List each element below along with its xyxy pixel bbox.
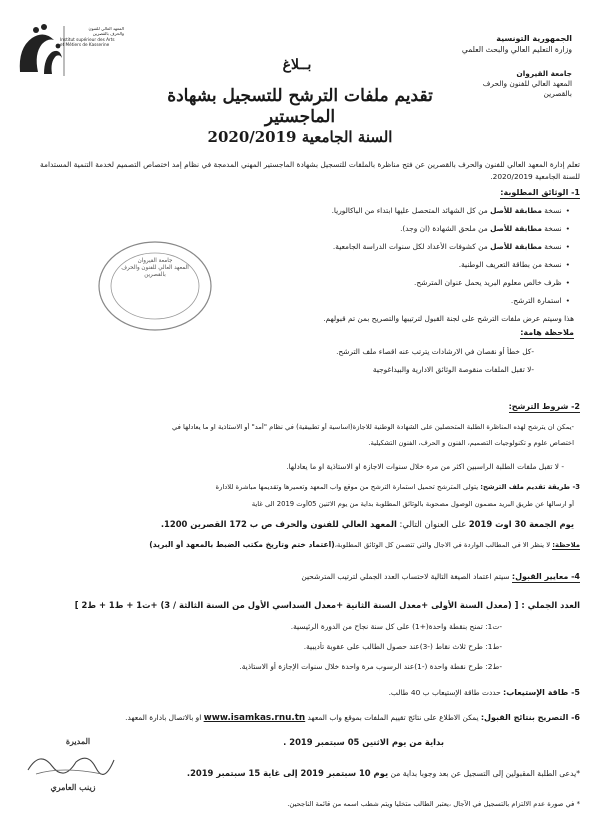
signature-scribble — [22, 746, 118, 780]
intro-line-1: تعلم إدارة المعهد العالي للفنون والحرف بالقصرين عن فتح مناظرة بالملفات للتسجيل بشهادة الماجستير المهني المدمجة في نظام إمد اختصاص التصميم لخدمة التنمية المستدامة — [40, 160, 580, 169]
academic-year-title: السنة الجامعية 2020/2019 — [207, 128, 393, 146]
bonus-rule-2: -ط1: طرح ثلاث نقاط (-3)عند حصول الطالب على عقوبة تأديبية. — [303, 642, 502, 651]
signature-name: زينب العامري — [50, 782, 96, 792]
official-stamp — [96, 238, 214, 334]
republic-label: الجمهورية التونسية — [496, 34, 572, 43]
remark-2: -لا تقبل الملفات منقوصة الوثائق الادارية والبيداغوجية — [372, 365, 534, 374]
footnote-1: *يدعى الطلبة المقبولين إلى التسجيل عن بعد وجوبا بداية من يوم 10 سبتمبر 2019 إلى غاية 15 سبتمبر 2019. — [186, 768, 580, 778]
doc-item-5: • ظرف خالص معلوم البريد يحمل عنوان المترشح. — [0, 278, 570, 287]
condition-2: اختصاص علوم و تكنولوجيات التصميم، الفنون و الحرف، الفنون التشكيلية. — [368, 439, 574, 447]
section-3-line-3: يوم الجمعة 30 اوت 2019 على العنوان التالي: المعهد العالي للفنون والحرف ص ب 172 القصرين 1200. — [160, 519, 574, 529]
doc-item-6: • استمارة الترشح. — [0, 296, 570, 305]
section-1-title: 1- الوثائق المطلوبة: — [500, 188, 580, 197]
signature-role: المديرة — [65, 736, 91, 746]
city-label: بالقصرين — [543, 89, 572, 99]
bulletin-heading: بــلاغ — [282, 57, 312, 73]
section-2-title: 2- شروط الترشح: — [508, 402, 580, 411]
section-5-line: 5- طاقة الإستيعاب: حددت طاقة الإستيعاب ب 40 طالب. — [388, 688, 580, 697]
bonus-rule-3: -ط2: طرح نقطة واحدة (-1)عند الرسوب مرة واحدة خلال سنوات الإجازة أو الاستاذية. — [239, 662, 502, 671]
doc-item-4: • نسخة من بطاقة التعريف الوطنية. — [0, 260, 570, 269]
doc-item-2: • نسخة مطابقة للأصل من ملحق الشهادة (ان وجد). — [0, 224, 570, 233]
bonus-rule-1: -ت1: تمنح بنقطة واحدة(+1) على كل سنة نجاح من الدورة الرئيسية. — [290, 622, 502, 631]
institute-website-link[interactable]: www.isamkas.rnu.tn — [203, 713, 306, 723]
remark-title: ملاحظة هامة: — [520, 328, 574, 337]
institute-label: المعهد العالي للفنون والحرف — [482, 79, 572, 89]
stamp-text: جامعة القيروان المعهد العالي للفنون والحرف بالقصرين — [121, 258, 189, 278]
committee-note: هذا وسيتم عرض ملفات الترشح على لجنة القبول لترتيبها والتصريح بمن تم قبولهم. — [323, 314, 574, 323]
score-formula: العدد الجملي : [ (معدل السنة الأولى +معدل السنة الثانية +معدل السداسي الأول من السنة الثالثة / 3) +ت1 + ط1 + ط2 ] — [74, 600, 580, 610]
ministry-label: وزارة التعليم العالي والبحث العلمي — [461, 44, 572, 54]
condition-1: -يمكن ان يترشح لهذه المناظرة الطلبة المتحصلين على الشهادة الوطنية للاجازة(اساسية أو تطبيقية) في نظام "أمد" أو الاستاذية او ما يعادلها في — [171, 423, 574, 431]
university-label: جامعة القيروان — [516, 69, 572, 79]
condition-3: - لا تقبل ملفات الطلبة الراسبين اكثر من مرة خلال سنوات الاجازة او الاستاذية او ما يعادلها. — [286, 462, 564, 471]
logo-caption: المعهد العالي للفنون والحرف بالقصرين Institut supérieur des Arts et Métiers de Kasserine — [60, 26, 124, 48]
results-start-date: بداية من يوم الاثنين 05 سبتمبر 2019 . — [283, 737, 444, 747]
intro-line-2: للسنة الجامعية 2020/2019. — [490, 172, 580, 181]
section-3-note: ملاحظة: لا ينظر الا في المطالب الواردة في الاجال والتي تتضمن كل الوثائق المطلوبة،(اعتماد ختم وتاريخ مكتب الضبط بالمعهد أو البريد) — [149, 540, 580, 549]
section-3-line-1: 3- طريقة تقديم ملف الترشح: يتولى المترشح تحميل استمارة الترشح من موقع واب المعهد وتعميرها وتقديمها مباشرة للادارة — [215, 483, 580, 491]
section-3-line-2: أو ارسالها عن طريق البريد مضمون الوصول مصحوبة بالوثائق المطلوبة بداية من يوم الاثنين 05أوت 2019 الى غاية — [251, 500, 574, 508]
doc-item-3: • نسخة مطابقة للأصل من كشوفات الأعداد لكل سنوات الدراسة الجامعية. — [0, 242, 570, 251]
page-title: تقديم ملفات الترشح للتسجيل بشهادة الماجستير — [167, 86, 433, 128]
remark-1: -كل خطأ أو نقصان في الارشادات يترتب عنه اقصاء ملف الترشح. — [336, 347, 534, 356]
section-6-line: 6- التصريح بنتائج القبول: يمكن الاطلاع على نتائج تقييم الملفات بموقع واب المعهد www.isamkas.rnu.tn او بالاتصال بادارة المعهد. — [125, 713, 580, 723]
section-4-line: 4- معايير القبول: سيتم اعتماد الصيغة التالية لاحتساب العدد الجملي لترتيب المترشحين — [301, 572, 580, 581]
doc-item-1: • نسخة مطابقة للأصل من كل الشهائد المتحصل عليها ابتداء من الباكالوريا. — [0, 206, 570, 215]
footnote-2: * في صورة عدم الالتزام بالتسجيل في الآجال ،يعتبر الطالب متخليا ويتم شطب اسمه من قائمة الناجحين. — [287, 800, 580, 808]
